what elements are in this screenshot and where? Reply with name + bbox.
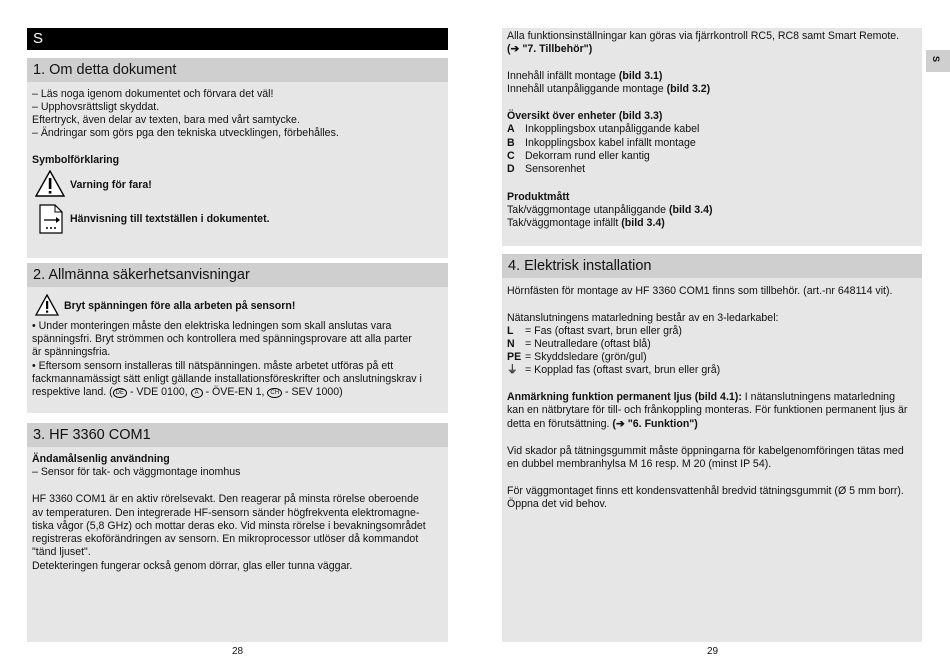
- wire-text: = Skyddsledare (grön/gul): [525, 351, 647, 363]
- dims-text-1: Tak/väggmontage utanpåliggande: [507, 204, 669, 216]
- sec2-line-5: fackmannamässigt sätt enligt gällande installationsföreskrifter och anslutningskrav i: [32, 373, 422, 385]
- sec2-sev: - SEV 1000): [282, 386, 343, 398]
- note-bold: Anmärkning funktion permanent ljus (bild 4.1):: [507, 391, 742, 403]
- sec4-p5b: Öppna det vid behov.: [507, 498, 607, 510]
- sec3-para-4: registreras ekoförändringen av sensorn. En mikroprocessor utlöser då kommandot: [32, 533, 419, 545]
- country-badge-ch: CH: [267, 388, 282, 398]
- wire-symbol: N: [507, 338, 515, 350]
- right-top-panel: [502, 28, 922, 246]
- wire-symbol: L: [507, 325, 514, 337]
- dims-line-2: [507, 217, 665, 230]
- wire-text: = Kopplad fas (oftast svart, brun eller grå): [525, 364, 721, 376]
- sec2-vde: - VDE 0100,: [127, 386, 191, 398]
- use-line: – Sensor för tak- och väggmontage inomhus: [32, 466, 241, 478]
- sec4-p4a: Vid skador på tätningsgummit måste öppningarna för kabelgenomföringen tätas med: [507, 445, 904, 457]
- utanpa-line: [507, 83, 710, 96]
- wire-row: [507, 351, 647, 364]
- sec2-line-2: spänningsfri. Bryt strömmen och kontrollera med spänningsprovare att alla parter: [32, 333, 412, 345]
- unit-text: Sensorenhet: [525, 163, 586, 175]
- note-line-3-text: detta en förutsättning.: [507, 418, 613, 430]
- reference-label: Hänvisning till textställen i dokumentet.: [70, 213, 270, 225]
- sec1-bullet-3: – Ändringar som görs pga den tekniska utvecklingen, förbehålles.: [32, 127, 339, 139]
- unit-letter: A: [507, 123, 515, 135]
- unit-row: [507, 123, 699, 136]
- note-line-3: [507, 418, 698, 431]
- dims-heading: Produktmått: [507, 191, 570, 203]
- sec3-para-2: av temperaturen. Den integrerade HF-sensorn sänder högfrekventa elektromagne-: [32, 507, 420, 519]
- unit-text: Dekorram rund eller kantig: [525, 150, 650, 162]
- note-line-1: [507, 391, 895, 404]
- sec2-line-1: • Under monteringen måste den elektriska ledningen som skall anslutas vara: [32, 320, 392, 332]
- sec3-para-5: "tänd ljuset".: [32, 546, 91, 558]
- unit-row: [507, 137, 696, 150]
- sec2-line-4: • Eftersom sensorn installeras till nätspänningen. måste arbetet utföras på ett: [32, 360, 394, 372]
- wire-row: [507, 338, 651, 351]
- unit-letter: D: [507, 163, 515, 175]
- section-4-panel: [502, 254, 922, 642]
- wire-symbol: PE: [507, 351, 522, 363]
- sec4-p1: Hörnfästen för montage av HF 3360 COM1 finns som tillbehör. (art.-nr 648114 vit).: [507, 285, 893, 297]
- switched-phase-icon: ⏚: [507, 364, 518, 376]
- sec1-bullet-2: – Upphovsrättsligt skyddat.: [32, 101, 160, 113]
- language-side-tab: [926, 50, 950, 72]
- sec2-line-6-start: respektive land. (: [32, 386, 113, 398]
- rc-line-2: (➔ "7. Tillbehör"): [507, 43, 593, 55]
- sec3-para-6: Detekteringen fungerar också genom dörrar, glas eller tunna väggar.: [32, 560, 353, 572]
- sec4-p2: Nätanslutningens matarledning består av en 3-ledarkabel:: [507, 312, 779, 324]
- note-line-3-ref: (➔ "6. Funktion"): [612, 418, 698, 430]
- language-bar: S: [27, 28, 448, 50]
- sec3-para-3: tiska vågor (5,8 GHz) och mottar deras eko. Vid minsta rörelse i bevakningsområdet: [32, 520, 426, 532]
- rc-line-1: Alla funktionsinställningar kan göras via fjärrkontroll RC5, RC8 samt Smart Remote.: [507, 30, 900, 42]
- dims-ref-1: (bild 3.4): [668, 204, 713, 216]
- sec1-bullet-2b: Eftertryck, även delar av texten, bara med vårt samtycke.: [32, 114, 300, 126]
- unit-row: [507, 163, 585, 176]
- symbol-heading: Symbolförklaring: [32, 154, 120, 166]
- sec4-p5a: För väggmontaget finns ett kondensvattenhål bredvid tätningsgummit (Ø 5 mm borr).: [507, 485, 904, 497]
- sec2-line-6: [32, 386, 343, 399]
- section-1-title: 1. Om detta dokument: [27, 58, 448, 82]
- section-2-title: 2. Allmänna säkerhetsanvisningar: [27, 263, 448, 287]
- sec2-ove: - ÖVE-EN 1,: [202, 386, 268, 398]
- sec2-line-3: är spänningsfria.: [32, 346, 111, 358]
- section-1-panel: [27, 58, 448, 258]
- unit-text: Inkopplingsbox kabel infällt montage: [525, 137, 696, 149]
- sec2-warning: Bryt spänningen före alla arbeten på sensorn!: [64, 300, 296, 312]
- unit-letter: C: [507, 150, 515, 162]
- page-number-right: 29: [707, 646, 719, 657]
- infallt-line: [507, 70, 662, 83]
- page-number-left: 28: [232, 646, 244, 657]
- note-line-2: kan en nätbrytare för till- och frånkoppling monteras. För funktionen permanent ljus är: [507, 404, 908, 416]
- wire-row: [507, 364, 720, 377]
- utanpa-ref: (bild 3.2): [666, 83, 711, 95]
- wire-row: [507, 325, 682, 338]
- section-3-title: 3. HF 3360 COM1: [27, 423, 448, 447]
- dims-ref-2: (bild 3.4): [621, 217, 665, 229]
- country-badge-a: A: [191, 388, 203, 398]
- country-badge-de: DE: [113, 388, 127, 398]
- language-side-tab-label: S: [931, 55, 942, 63]
- note-rest: I nätanslutningens matarledning: [741, 391, 895, 403]
- section-3-panel: [27, 423, 448, 642]
- sec1-bullet-1: – Läs noga igenom dokumentet och förvara det väl!: [32, 88, 274, 100]
- sec3-para-1: HF 3360 COM1 är en aktiv rörelsevakt. Den reagerar på minsta rörelse oberoende: [32, 493, 419, 505]
- wire-text: = Fas (oftast svart, brun eller grå): [525, 325, 682, 337]
- use-heading: Ändamålsenlig användning: [32, 453, 170, 465]
- unit-letter: B: [507, 137, 515, 149]
- section-4-title: 4. Elektrisk installation: [502, 254, 922, 278]
- infallt-text: Innehåll infällt montage: [507, 70, 619, 82]
- overview-heading: Översikt över enheter (bild 3.3): [507, 110, 663, 122]
- dims-line-1: [507, 204, 713, 217]
- section-2-panel: [27, 263, 448, 413]
- warning-icon: [35, 170, 65, 197]
- utanpa-text: Innehåll utanpåliggande montage: [507, 83, 667, 95]
- warning-icon: [35, 294, 59, 316]
- sec4-p4b: en dubbel membranhylsa M 16 resp. M 20 (minst IP 54).: [507, 458, 772, 470]
- dims-text-2: Tak/väggmontage infällt: [507, 217, 622, 229]
- unit-text: Inkopplingsbox utanpåliggande kabel: [525, 123, 700, 135]
- warning-label: Varning för fara!: [70, 179, 152, 191]
- infallt-ref: (bild 3.1): [618, 70, 663, 82]
- wire-text: = Neutralledare (oftast blå): [525, 338, 651, 350]
- document-reference-icon: [39, 204, 63, 234]
- unit-row: [507, 150, 650, 163]
